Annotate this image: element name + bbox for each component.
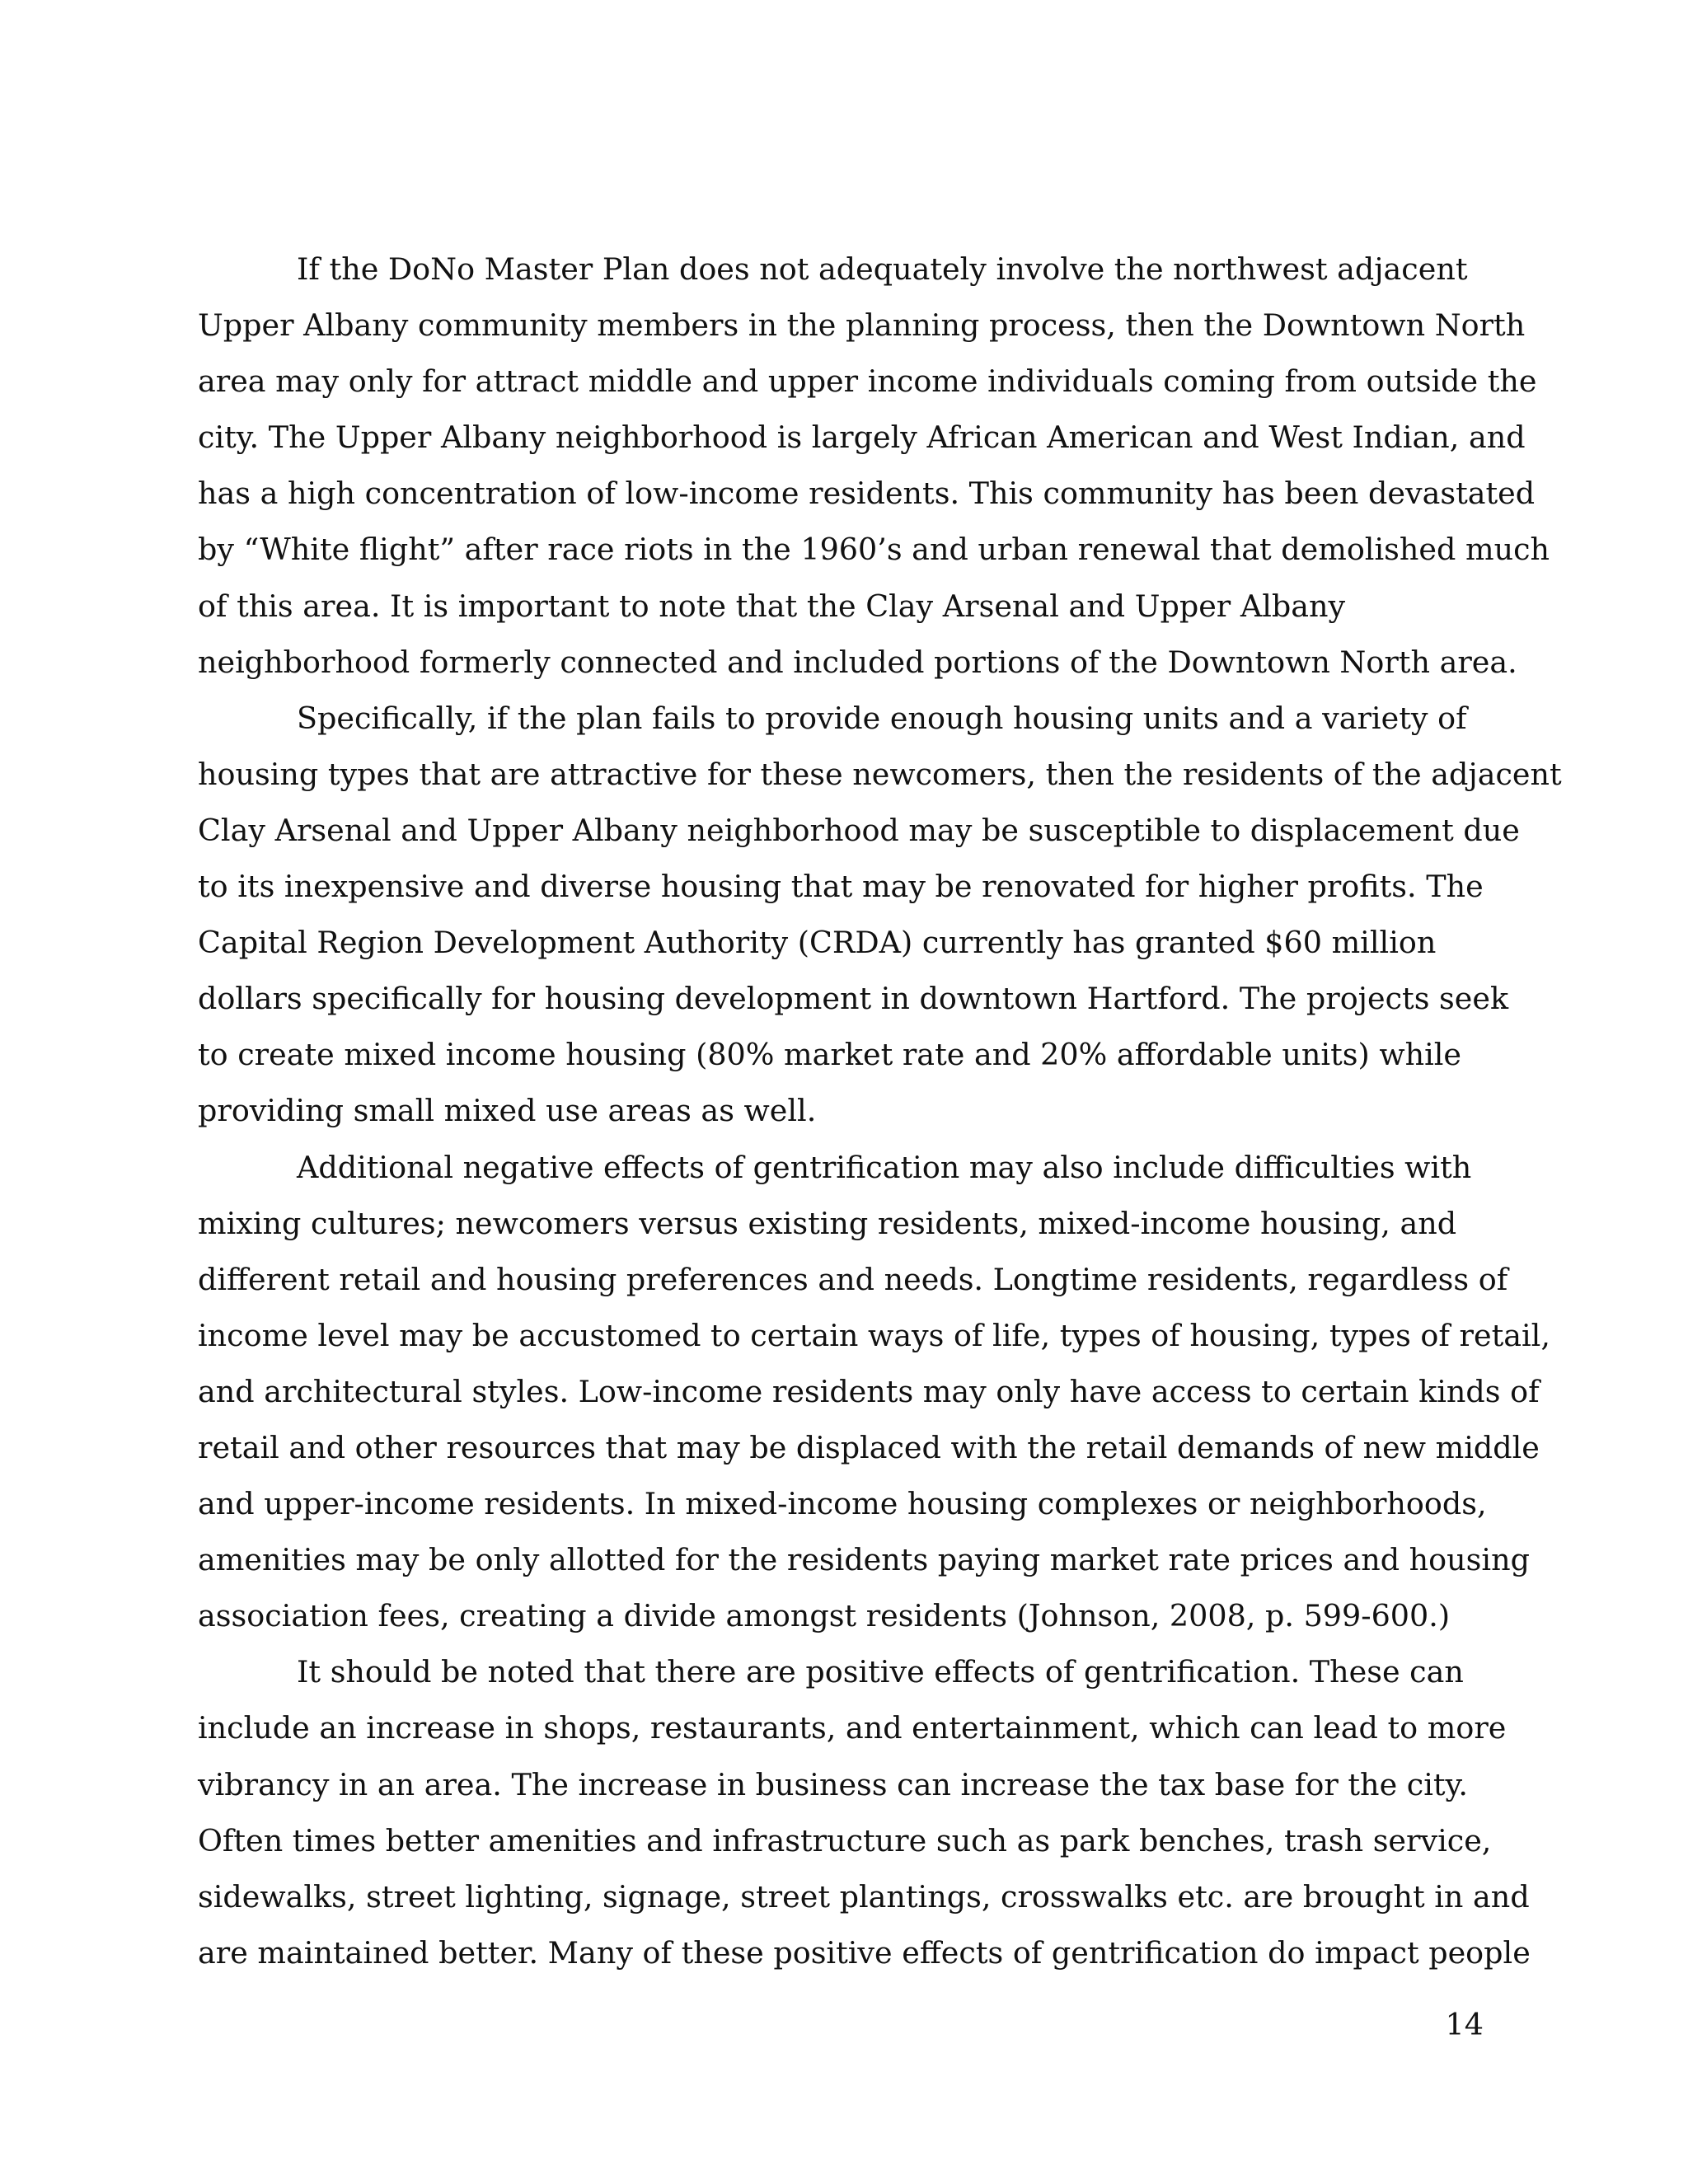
paragraph-3-line-1: Additional negative effects of gentrification may also include difficulties with	[297, 1149, 1472, 1185]
paragraph-2-line-1: Specifically, if the plan fails to provide enough housing units and a variety of	[297, 700, 1467, 736]
paragraph-2-line-8: providing small mixed use areas as well.	[198, 1093, 817, 1129]
paragraph-3-line-8: amenities may be only allotted for the residents paying market rate prices and housing	[198, 1542, 1530, 1578]
paragraph-1-line-2: Upper Albany community members in the planning process, then the Downtown North	[198, 307, 1526, 344]
paragraph-4-line-3: vibrancy in an area. The increase in business can increase the tax base for the city.	[198, 1766, 1468, 1802]
paragraph-1-line-1: If the DoNo Master Plan does not adequately involve the northwest adjacent	[297, 251, 1468, 287]
paragraph-3-line-4: income level may be accustomed to certain ways of life, types of housing, types of retail,	[198, 1317, 1550, 1353]
paragraph-3-line-6: retail and other resources that may be displaced with the retail demands of new middle	[198, 1429, 1540, 1465]
paragraph-4-line-1: It should be noted that there are positive effects of gentrification. These can	[297, 1654, 1464, 1690]
paragraph-4-line-5: sidewalks, street lighting, signage, street plantings, crosswalks etc. are brought in and	[198, 1878, 1530, 1915]
paragraph-2-line-3: Clay Arsenal and Upper Albany neighborhood may be susceptible to displacement due	[198, 812, 1520, 848]
paragraph-3-line-3: different retail and housing preferences and needs. Longtime residents, regardless of	[198, 1261, 1508, 1297]
paragraph-3-line-5: and architectural styles. Low-income residents may only have access to certain kinds of	[198, 1373, 1540, 1409]
paragraph-1-line-3: area may only for attract middle and upper income individuals coming from outside the	[198, 363, 1537, 400]
paragraph-3-line-9: association fees, creating a divide amongst residents (Johnson, 2008, p. 599-600.)	[198, 1598, 1451, 1634]
paragraph-1-line-6: by “White flight” after race riots in the 1960’s and urban renewal that demolished much	[198, 532, 1550, 568]
paragraph-2-line-6: dollars specifically for housing development in downtown Hartford. The projects seek	[198, 981, 1509, 1017]
paragraph-3-line-7: and upper-income residents. In mixed-income housing complexes or neighborhoods,	[198, 1486, 1487, 1522]
paragraph-4-line-6: are maintained better. Many of these positive effects of gentrification do impact people	[198, 1934, 1531, 1971]
paragraph-1-line-7: of this area. It is important to note that the Clay Arsenal and Upper Albany	[198, 588, 1346, 624]
paragraph-1-line-5: has a high concentration of low-income residents. This community has been devastated	[198, 476, 1536, 512]
paragraph-2-line-5: Capital Region Development Authority (CRDA) currently has granted $60 million	[198, 925, 1437, 961]
paragraph-2-line-2: housing types that are attractive for these newcomers, then the residents of the adjacent	[198, 756, 1562, 792]
page-number: 14	[1445, 2007, 1484, 2042]
paragraph-2-line-4: to its inexpensive and diverse housing that may be renovated for higher profits. The	[198, 869, 1484, 905]
paragraph-1-line-8: neighborhood formerly connected and included portions of the Downtown North area.	[198, 644, 1517, 680]
paragraph-4-line-4: Often times better amenities and infrastructure such as park benches, trash service,	[198, 1822, 1492, 1858]
paragraph-2-line-7: to create mixed income housing (80% market rate and 20% affordable units) while	[198, 1037, 1462, 1073]
body-text	[198, 241, 1562, 1981]
paragraph-4-line-2: include an increase in shops, restaurants, and entertainment, which can lead to more	[198, 1710, 1507, 1746]
paragraph-1-line-4: city. The Upper Albany neighborhood is largely African American and West Indian, and	[198, 419, 1526, 456]
paragraph-3-line-2: mixing cultures; newcomers versus existing residents, mixed-income housing, and	[198, 1205, 1457, 1241]
